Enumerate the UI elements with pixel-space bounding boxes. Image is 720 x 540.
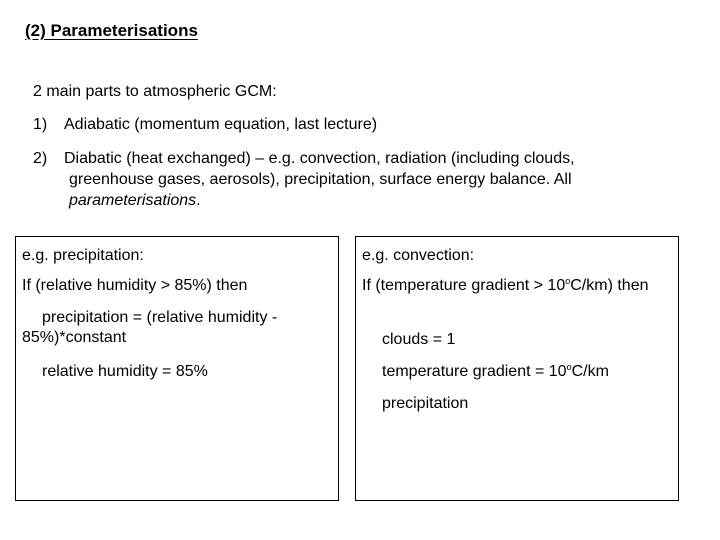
slide-title: (2) Parameterisations: [25, 21, 198, 40]
box-result-b: C/km: [571, 363, 609, 380]
degree-sup: o: [565, 276, 571, 286]
list-item-diabatic: [33, 148, 663, 211]
box-heading: e.g. precipitation:: [22, 247, 144, 264]
box-condition-a: If (temperature gradient > 10: [362, 277, 566, 294]
list-number: 2): [33, 150, 48, 167]
convection-example-box: [355, 236, 679, 501]
degree-sup: o: [566, 362, 572, 372]
box-condition: [362, 276, 662, 296]
box-action: clouds = 1: [382, 331, 456, 348]
list-text-line1: Diabatic (heat exchanged) – e.g. convection, radiation (including clouds,: [64, 150, 575, 167]
precipitation-example-box: [15, 236, 339, 501]
box-action: precipitation = (relative humidity - 85%)*constant: [22, 309, 278, 346]
intro-text: 2 main parts to atmospheric GCM:: [33, 83, 277, 100]
box-extra: precipitation: [382, 395, 469, 412]
list-number: 1): [33, 116, 48, 133]
box-condition: If (relative humidity > 85%) then: [22, 277, 248, 294]
list-text-continuation: [33, 169, 663, 211]
list-text-line2: greenhouse gases, aerosols), precipitation, surface energy balance. All: [69, 171, 572, 188]
box-result: [382, 362, 609, 382]
list-text: Adiabatic (momentum equation, last lecture): [64, 116, 378, 133]
box-result-a: temperature gradient = 10: [382, 363, 567, 380]
box-heading: e.g. convection:: [362, 247, 475, 264]
list-text-italic: parameterisations: [69, 192, 197, 209]
box-condition-b: C/km) then: [570, 277, 649, 294]
box-result: relative humidity = 85%: [42, 363, 208, 380]
list-item-adiabatic: [33, 116, 377, 134]
list-text-end: .: [196, 192, 201, 209]
